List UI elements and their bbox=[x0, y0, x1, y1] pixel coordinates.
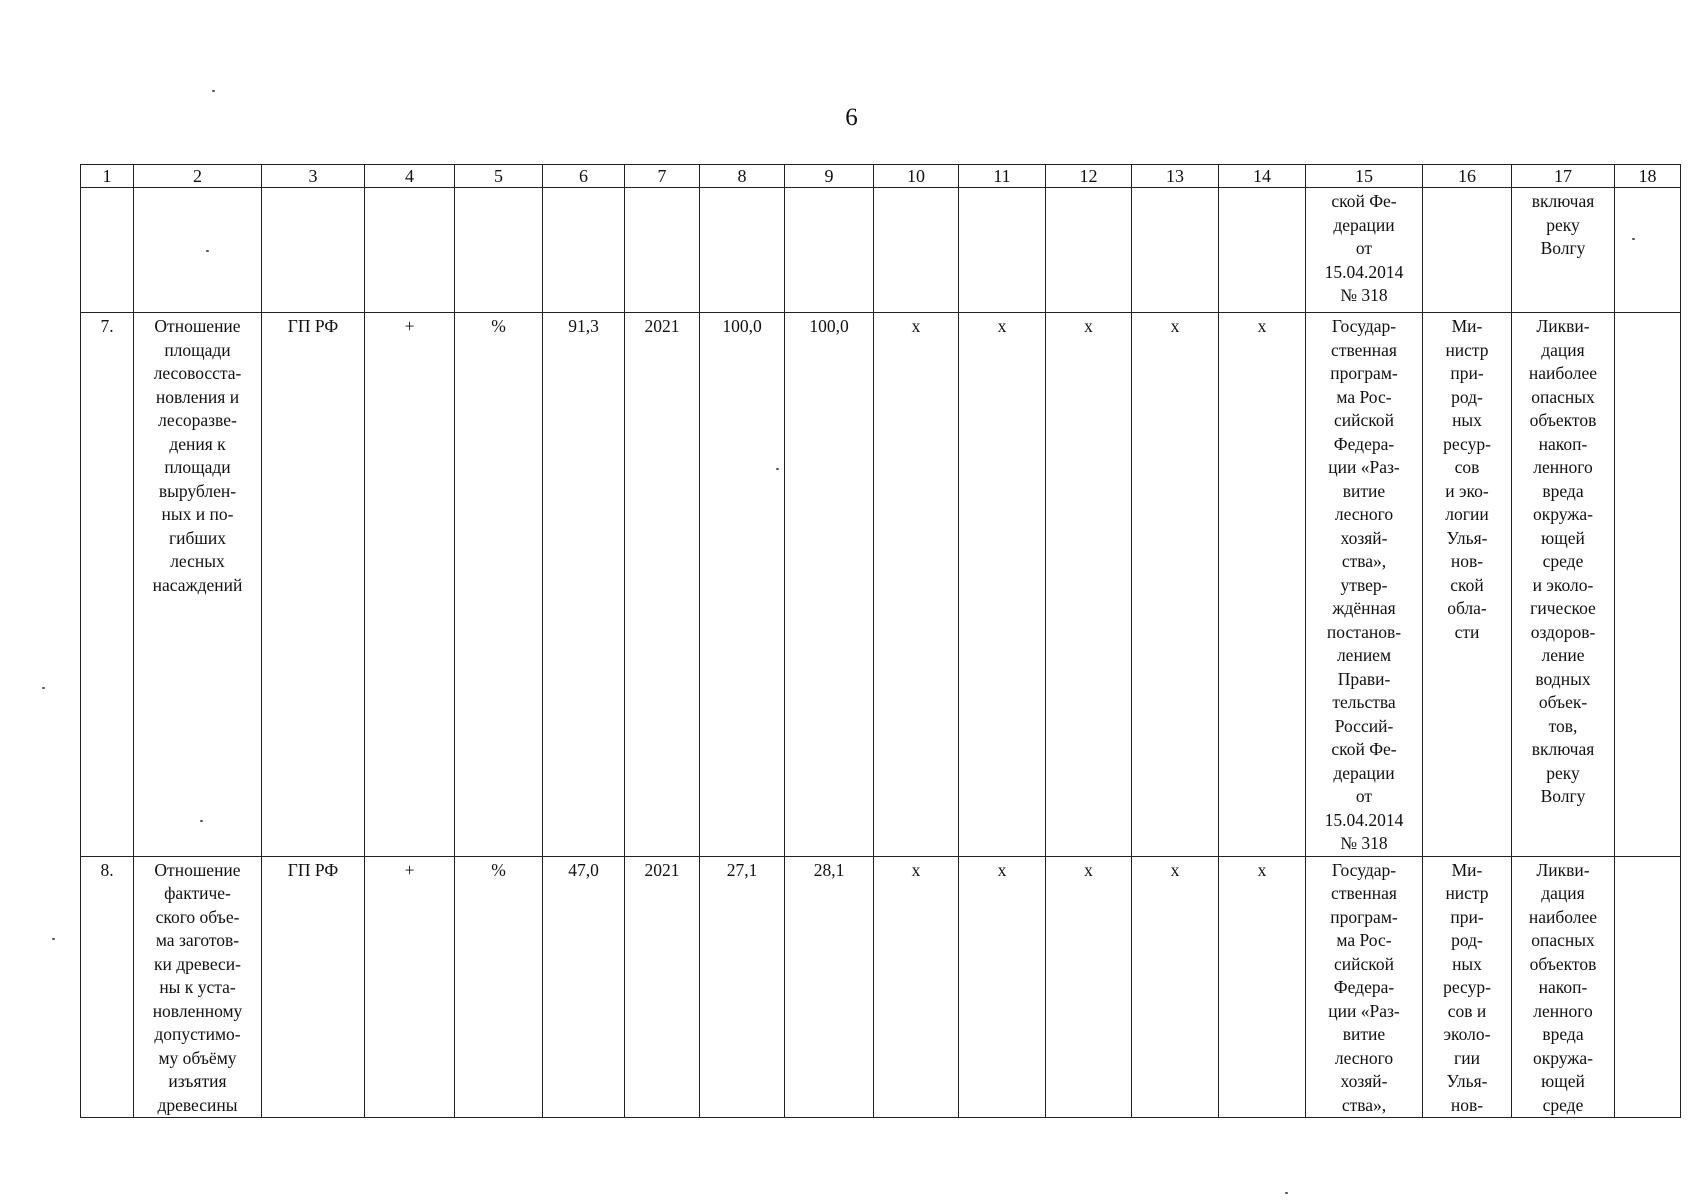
column-number: 3 bbox=[262, 165, 365, 188]
column-number: 2 bbox=[134, 165, 262, 188]
table-cell bbox=[1219, 188, 1306, 313]
value-cell: x bbox=[874, 313, 959, 857]
column-number: 8 bbox=[700, 165, 785, 188]
source-cell: ГП РФ bbox=[262, 313, 365, 857]
table-cell bbox=[874, 188, 959, 313]
table-cell bbox=[1615, 313, 1681, 857]
page-number: 6 bbox=[845, 104, 858, 131]
value-cell: x bbox=[959, 313, 1046, 857]
trend-cell: + bbox=[365, 856, 455, 1118]
table-cell bbox=[1615, 856, 1681, 1118]
responsible-cell bbox=[1423, 188, 1512, 313]
responsible-cell: Ми- нистр при- род- ных ресур- сов и эколо- гии Улья- нов- bbox=[1423, 856, 1512, 1118]
scan-speck bbox=[42, 687, 45, 689]
table-cell bbox=[1132, 188, 1219, 313]
indicators-table bbox=[80, 164, 1681, 1118]
column-number: 17 bbox=[1512, 165, 1615, 188]
column-number: 7 bbox=[625, 165, 700, 188]
responsible-cell: Ми- нистр при- род- ных ресур- сов и эко- логии Улья- нов- ской обла- сти bbox=[1423, 313, 1512, 857]
table-cell bbox=[959, 188, 1046, 313]
value-cell: x bbox=[1046, 313, 1132, 857]
value-cell: 27,1 bbox=[700, 856, 785, 1118]
column-number: 10 bbox=[874, 165, 959, 188]
project-cell: Ликви- дация наиболее опасных объектов накоп- ленного вреда окружа- ющей среде и эколо- гическое оздоров- ление водных объек- тов, включая реку Волгу bbox=[1512, 313, 1615, 857]
table-cell bbox=[1615, 188, 1681, 313]
scan-speck bbox=[1285, 1192, 1288, 1194]
base-value-cell: 91,3 bbox=[543, 313, 625, 857]
column-number: 16 bbox=[1423, 165, 1512, 188]
column-number: 1 bbox=[81, 165, 134, 188]
value-cell: x bbox=[1046, 856, 1132, 1118]
value-cell: 100,0 bbox=[785, 313, 874, 857]
table-row-8 bbox=[81, 856, 1681, 1118]
column-number: 6 bbox=[543, 165, 625, 188]
table-cell bbox=[625, 188, 700, 313]
project-cell: Ликви- дация наиболее опасных объектов накоп- ленного вреда окружа- ющей среде bbox=[1512, 856, 1615, 1118]
indicator-name-cell: Отношение площади лесовосста- новления и лесоразве- дения к площади вырублен- ных и по- гибших лесных насаждений bbox=[134, 313, 262, 857]
table-cell bbox=[700, 188, 785, 313]
program-cell: Государ- ственная програм- ма Рос- сийской Федера- ции «Раз- витие лесного хозяй- ства», утвер- ждённая постанов- лением Прави- тельства Россий- ской Фе- дерации от 15.04.2014 № 318 bbox=[1306, 313, 1423, 857]
base-year-cell: 2021 bbox=[625, 856, 700, 1118]
indicator-name-cell: Отношение фактиче- ского объе- ма заготов- ки древеси- ны к уста- новленному допустимо- му объёму изъятия древесины bbox=[134, 856, 262, 1118]
column-number: 14 bbox=[1219, 165, 1306, 188]
row-number-cell: 8. bbox=[81, 856, 134, 1118]
column-number: 15 bbox=[1306, 165, 1423, 188]
base-value-cell: 47,0 bbox=[543, 856, 625, 1118]
table-cell bbox=[365, 188, 455, 313]
value-cell: x bbox=[959, 856, 1046, 1118]
table-cell bbox=[134, 188, 262, 313]
project-cell: включая реку Волгу bbox=[1512, 188, 1615, 313]
value-cell: x bbox=[1219, 313, 1306, 857]
column-number-row bbox=[81, 165, 1681, 188]
table-cell bbox=[785, 188, 874, 313]
value-cell: 28,1 bbox=[785, 856, 874, 1118]
unit-cell: % bbox=[455, 856, 543, 1118]
table-cell bbox=[1046, 188, 1132, 313]
table-cell bbox=[543, 188, 625, 313]
row-number-cell: 7. bbox=[81, 313, 134, 857]
value-cell: 100,0 bbox=[700, 313, 785, 857]
scan-speck bbox=[212, 90, 215, 92]
column-number: 12 bbox=[1046, 165, 1132, 188]
value-cell: x bbox=[1219, 856, 1306, 1118]
value-cell: x bbox=[1132, 856, 1219, 1118]
source-cell: ГП РФ bbox=[262, 856, 365, 1118]
value-cell: x bbox=[1132, 313, 1219, 857]
column-number: 5 bbox=[455, 165, 543, 188]
table-row-continuation bbox=[81, 188, 1681, 313]
table-cell bbox=[262, 188, 365, 313]
trend-cell: + bbox=[365, 313, 455, 857]
program-cell: ской Фе- дерации от 15.04.2014 № 318 bbox=[1306, 188, 1423, 313]
value-cell: x bbox=[874, 856, 959, 1118]
table-cell bbox=[81, 188, 134, 313]
column-number: 13 bbox=[1132, 165, 1219, 188]
column-number: 11 bbox=[959, 165, 1046, 188]
base-year-cell: 2021 bbox=[625, 313, 700, 857]
column-number: 18 bbox=[1615, 165, 1681, 188]
scan-speck bbox=[52, 938, 55, 940]
unit-cell: % bbox=[455, 313, 543, 857]
column-number: 4 bbox=[365, 165, 455, 188]
table-cell bbox=[455, 188, 543, 313]
program-cell: Государ- ственная програм- ма Рос- сийской Федера- ции «Раз- витие лесного хозяй- ства», bbox=[1306, 856, 1423, 1118]
table-row-7 bbox=[81, 313, 1681, 857]
column-number: 9 bbox=[785, 165, 874, 188]
